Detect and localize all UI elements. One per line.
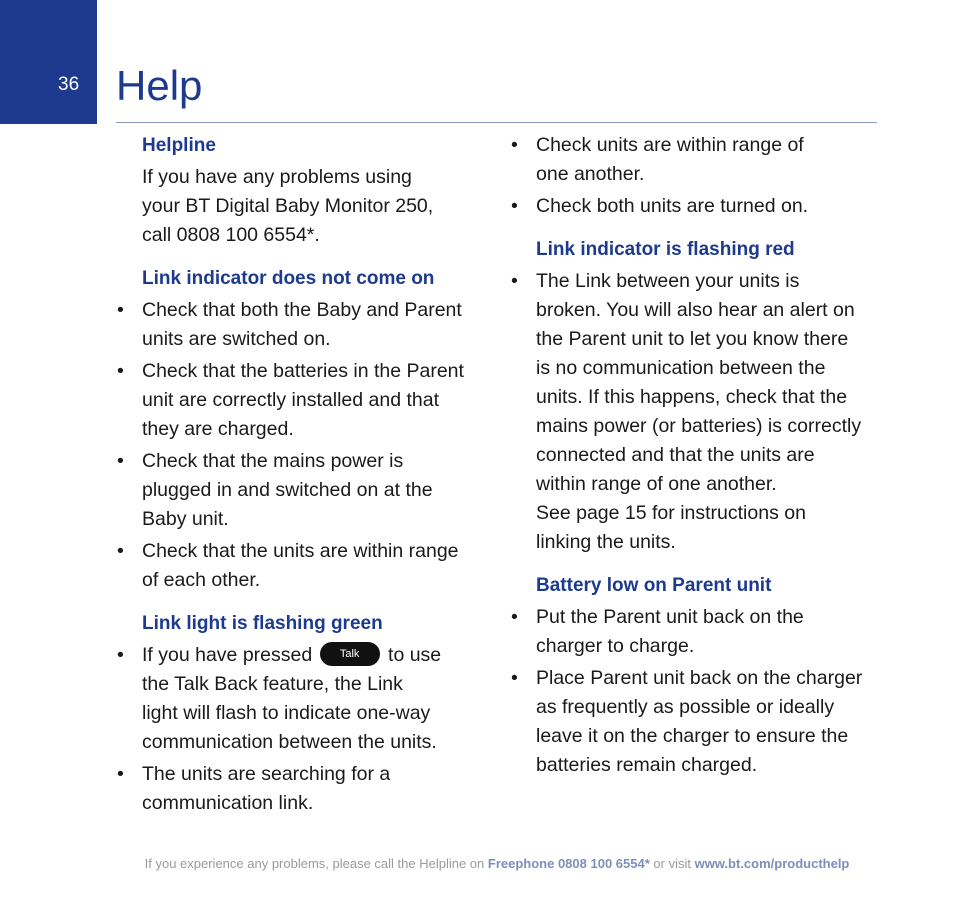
footer-link[interactable]: www.bt.com/producthelp bbox=[694, 856, 850, 871]
list-item: • The Link between your units is broken. You will also hear an alert on the Parent unit to let you know there is no communication between the units. If this happens, check that the mains power (or batteries) is correctly connected and that the units are within range of one another. See page 15 for instructions on linking the units. bbox=[536, 267, 881, 557]
helpline-section bbox=[142, 131, 487, 250]
list-item: • Check that both the Baby and Parent units are switched on. bbox=[142, 296, 487, 354]
footer-text: If you experience any problems, please call the Helpline on bbox=[144, 856, 488, 871]
title-divider bbox=[116, 122, 877, 123]
footer bbox=[0, 856, 954, 871]
battery-low-heading: Battery low on Parent unit bbox=[536, 575, 772, 596]
helpline-heading: Helpline bbox=[142, 135, 216, 156]
page-tab bbox=[0, 0, 97, 124]
left-column bbox=[142, 131, 487, 832]
helpline-text: If you have any problems using your BT Digital Baby Monitor 250, call 0808 100 6554*. bbox=[142, 166, 434, 246]
list-item: • Place Parent unit back on the charger as frequently as possible or ideally leave it on the charger to ensure the batteries remain charged. bbox=[536, 664, 881, 780]
link-red-heading: Link indicator is flashing red bbox=[536, 239, 795, 260]
link-green-list bbox=[142, 641, 487, 818]
list-item: • Put the Parent unit back on the charger to charge. bbox=[536, 603, 881, 661]
page-number: 36 bbox=[58, 74, 80, 95]
list-item: • Check that the batteries in the Parent unit are correctly installed and that they are charged. bbox=[142, 357, 487, 444]
page-title: Help bbox=[116, 62, 203, 109]
link-red-section bbox=[536, 235, 881, 557]
list-item: • Check units are within range of one another. bbox=[536, 131, 881, 189]
range-check-list bbox=[536, 131, 881, 221]
range-check-section bbox=[536, 131, 881, 221]
link-green-section bbox=[142, 609, 487, 818]
footer-phone: Freephone 0808 100 6554* bbox=[487, 856, 650, 871]
list-item: • If you have pressed Talk to use the Talk Back feature, the Link light will flash to indicate one-way communication between the units. bbox=[142, 641, 487, 757]
link-not-on-heading: Link indicator does not come on bbox=[142, 268, 435, 289]
link-not-on-list bbox=[142, 296, 487, 595]
list-item: • Check that the mains power is plugged in and switched on at the Baby unit. bbox=[142, 447, 487, 534]
link-red-list bbox=[536, 267, 881, 557]
list-item: • Check that the units are within range of each other. bbox=[142, 537, 487, 595]
battery-low-list bbox=[536, 603, 881, 780]
list-item: • The units are searching for a communication link. bbox=[142, 760, 487, 818]
talk-button-icon: Talk bbox=[320, 642, 380, 666]
right-column bbox=[536, 131, 881, 794]
battery-low-section bbox=[536, 571, 881, 780]
link-green-heading: Link light is flashing green bbox=[142, 613, 383, 634]
list-item: • Check both units are turned on. bbox=[536, 192, 881, 221]
footer-text-or: or visit bbox=[649, 856, 695, 871]
link-not-on-section bbox=[142, 264, 487, 595]
